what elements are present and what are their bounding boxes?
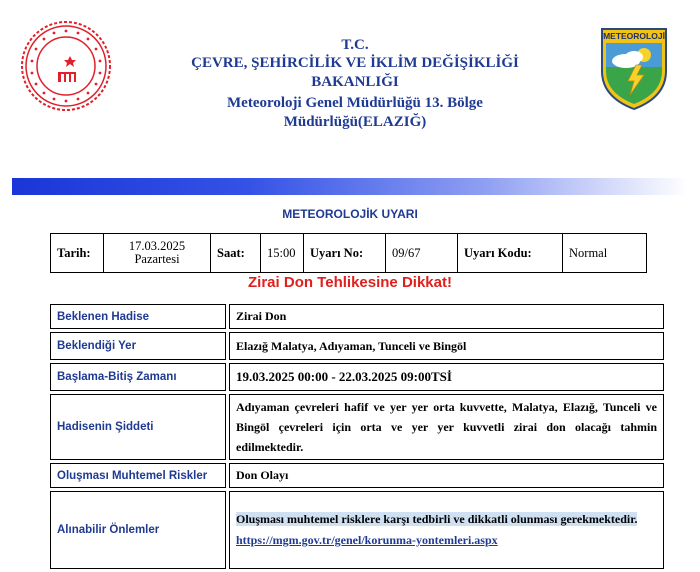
warning-details-table bbox=[47, 301, 667, 572]
place-label: Beklendiği Yer bbox=[50, 332, 226, 360]
event-label: Beklenen Hadise bbox=[50, 304, 226, 329]
meteoroloji-logo bbox=[600, 27, 668, 111]
place-value: Elazığ Malatya, Adıyaman, Tunceli ve Bingöl bbox=[229, 332, 664, 360]
precautions-text: Oluşması muhtemel risklere karşı tedbirli ve dikkatli olunması gerekmektedir. bbox=[236, 512, 638, 526]
time-label: Saat: bbox=[211, 234, 261, 273]
risks-value: Don Olayı bbox=[229, 463, 664, 488]
warning-code-value: Normal bbox=[563, 234, 647, 273]
header-directorate-line2: Müdürlüğü(ELAZIĞ) bbox=[283, 114, 427, 130]
header-directorate-line1: Meteoroloji Genel Müdürlüğü 13. Bölge bbox=[227, 95, 483, 111]
period-label: Başlama-Bitiş Zamanı bbox=[50, 363, 226, 391]
ministry-seal-logo bbox=[20, 20, 112, 112]
date-label: Tarih: bbox=[51, 234, 104, 273]
date-value bbox=[104, 234, 211, 273]
severity-value: Adıyaman çevreleri hafif ve yer yer orta kuvvette, Malatya, Elazığ, Tunceli ve Bingöl çevreleri için orta ve yer yer kuvvetli zirai don olacağı tahmin edilmektedir. bbox=[229, 394, 664, 460]
header-tc: T.C. bbox=[341, 37, 369, 53]
event-value: Zirai Don bbox=[229, 304, 664, 329]
logo-text: METEOROLOJİ bbox=[603, 31, 665, 41]
warning-no-value: 09/67 bbox=[386, 234, 458, 273]
warning-title: Zirai Don Tehlikesine Dikkat! bbox=[248, 274, 452, 291]
time-value: 15:00 bbox=[261, 234, 304, 273]
warning-code-label: Uyarı Kodu: bbox=[458, 234, 563, 273]
warning-no-label: Uyarı No: bbox=[304, 234, 386, 273]
document-title: METEOROLOJİK UYARI bbox=[282, 207, 418, 221]
header-ministry-line1: ÇEVRE, ŞEHİRCİLİK VE İKLİM DEĞİŞİKLİĞİ bbox=[191, 55, 519, 71]
header-ministry-line2: BAKANLIĞI bbox=[311, 74, 399, 90]
precautions-value bbox=[229, 491, 664, 569]
severity-label: Hadisenin Şiddeti bbox=[50, 394, 226, 460]
weekday-text: Pazartesi bbox=[134, 252, 180, 266]
period-value: 19.03.2025 00:00 - 22.03.2025 09:00TSİ bbox=[229, 363, 664, 391]
precautions-link[interactable]: https://mgm.gov.tr/genel/korunma-yontemleri.aspx bbox=[236, 533, 498, 547]
warning-info-table bbox=[50, 233, 647, 273]
date-text: 17.03.2025 bbox=[128, 239, 186, 253]
precautions-label: Alınabilir Önlemler bbox=[50, 491, 226, 569]
header-divider-bar bbox=[12, 178, 688, 195]
risks-label: Oluşması Muhtemel Riskler bbox=[50, 463, 226, 488]
